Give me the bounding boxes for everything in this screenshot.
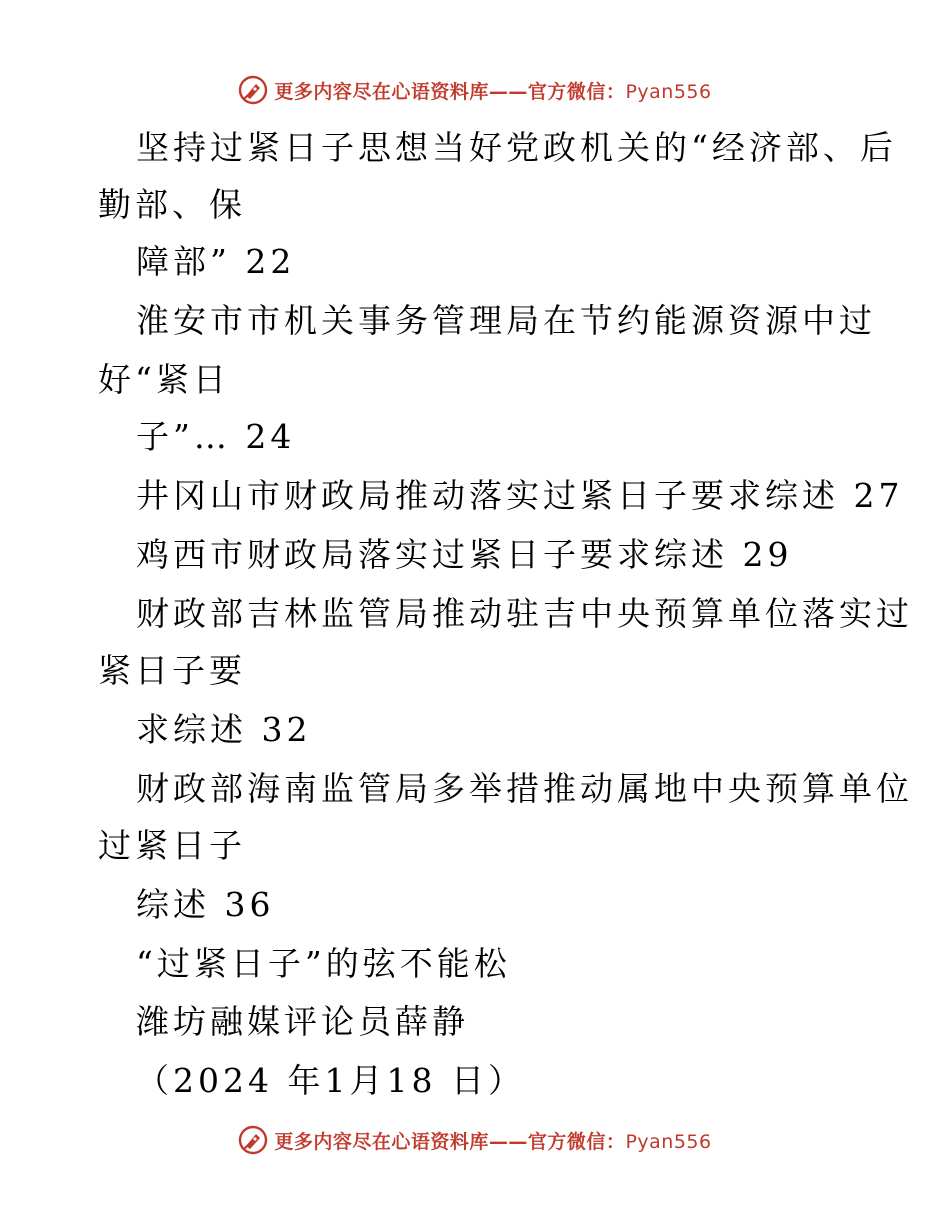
toc-entry-line: 坚持过紧日子思想当好党政机关的“经济部、后 (136, 128, 897, 167)
toc-entry-line: 井冈山市财政局推动落实过紧日子要求综述 27 (136, 476, 904, 515)
article-date: （2024 年1月18 日） (136, 1061, 525, 1100)
watermark-header (0, 72, 950, 108)
watermark-text: 更多内容尽在心语资料库——官方微信：Pyan556 (274, 80, 712, 103)
toc-entry-line: 过紧日子 (98, 826, 246, 865)
toc-entry-line: 淮安市市机关事务管理局在节约能源资源中过 (136, 301, 876, 340)
toc-entry-line: 财政部海南监管局多举措推动属地中央预算单位 (136, 769, 913, 808)
pen-nib-logo-icon (238, 1125, 268, 1155)
toc-entry-line: 障部” 22 (136, 242, 296, 281)
watermark-footer (0, 1122, 950, 1158)
toc-entry-line: 子”… 24 (136, 417, 296, 456)
pen-nib-logo-icon (238, 75, 268, 105)
toc-entry-line: 好“紧日 (98, 360, 230, 399)
toc-entry-line: 鸡西市财政局落实过紧日子要求综述 29 (136, 535, 793, 574)
article-title: “过紧日子”的弦不能松 (136, 944, 511, 983)
toc-entry-line: 财政部吉林监管局推动驻吉中央预算单位落实过 (136, 594, 913, 633)
article-author: 潍坊融媒评论员薛静 (136, 1002, 469, 1041)
toc-entry-line: 紧日子要 (98, 651, 246, 690)
toc-entry-line: 勤部、保 (98, 185, 246, 224)
watermark-text: 更多内容尽在心语资料库——官方微信：Pyan556 (274, 1130, 712, 1153)
toc-entry-line: 综述 36 (136, 885, 275, 924)
toc-entry-line: 求综述 32 (136, 710, 312, 749)
